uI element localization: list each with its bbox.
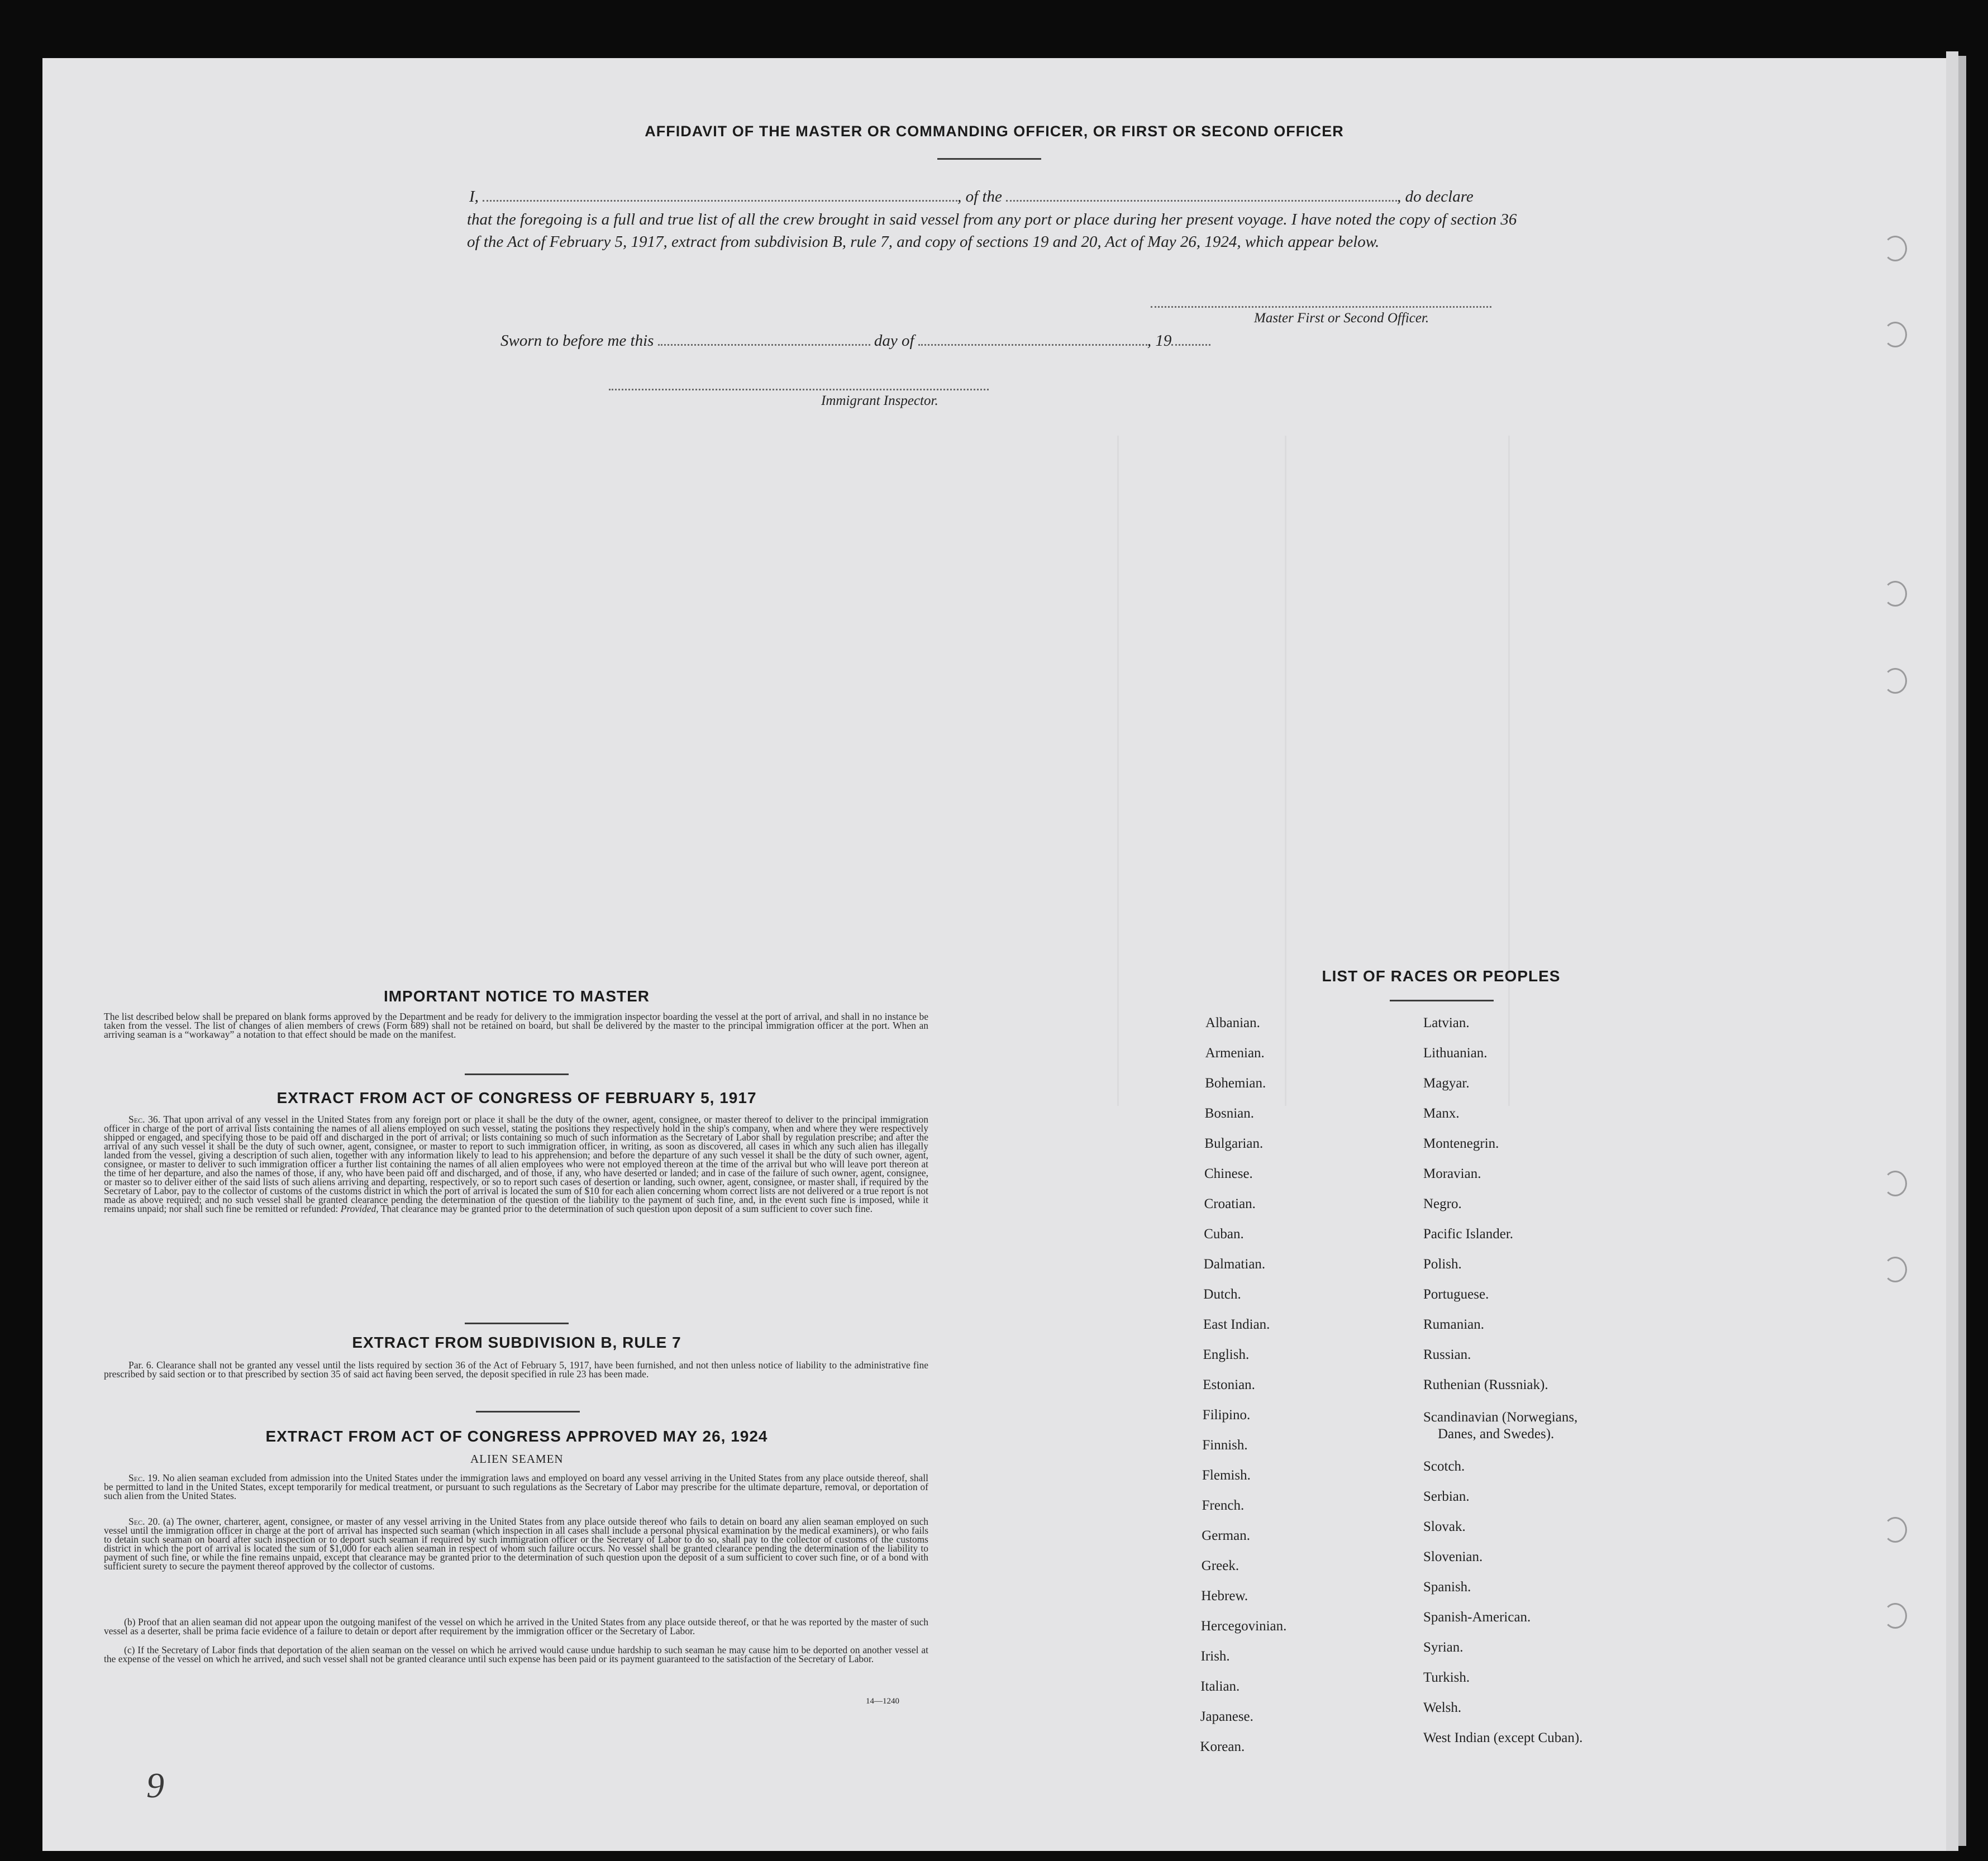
binder-hole-3 bbox=[1884, 581, 1907, 607]
sworn-year-blank[interactable] bbox=[1171, 344, 1210, 346]
sworn-label: Sworn to before me this bbox=[500, 332, 654, 350]
sec20-body: (a) The owner, charterer, agent, consignee, or master of any vessel arriving in the United States from any place outside thereof who fails to detain on board any alien seaman employed on such vessel until the immigration officer in charge at the port of arrival has inspected such seaman (which inspection in all cases shall include a personal physical examination by the medical examiners), or who fails to detain such seaman on board after such inspection or to deport such seaman if required by such immigration officer or the Secretary of Labor to do so, shall pay to the collector of customs of the customs district in which the port of arrival is located the sum of $1,000 for each alien seaman in respect of whom such failure occurs. No vessel shall be granted clearance pending the determination of the liability to payment of such fine, or while the fine remains unpaid, except that clearance may be granted prior to the determination of such question upon the deposit of a sum sufficient to cover such fine, or of a bond with sufficient surety to secure the payment thereof approved by the collector of customs. bbox=[104, 1516, 928, 1572]
race-item: German. bbox=[1202, 1528, 1250, 1543]
affidavit-declare: , do declare bbox=[1397, 188, 1474, 206]
rule7-rule bbox=[476, 1411, 580, 1413]
race-item: Lithuanian. bbox=[1423, 1046, 1488, 1061]
race-item: Spanish-American. bbox=[1423, 1610, 1531, 1625]
sworn-line bbox=[500, 332, 1338, 350]
bleed-through bbox=[1117, 436, 1843, 1218]
rule7-text: Par. 6. Clearance shall not be granted any vessel until the lists required by section 36 of the Act of February 5, 1917, have been furnished, and not then unless notice of liability to the administrative fine prescribed by said section or to that prescribed by section 35 of said act having been served, the deposit specified in rule 23 has been made. bbox=[104, 1359, 928, 1380]
sec19-label: Sec. 19. bbox=[128, 1472, 160, 1483]
race-item: Korean. bbox=[1200, 1739, 1245, 1754]
binder-hole-1 bbox=[1884, 236, 1907, 261]
race-item: West Indian (except Cuban). bbox=[1423, 1730, 1583, 1745]
race-item: Flemish. bbox=[1202, 1468, 1251, 1483]
affidavit-i: I, bbox=[469, 188, 479, 206]
day-of-label: day of bbox=[874, 332, 914, 350]
sec19-body: No alien seaman excluded from admission into the United States under the immigration laws and employed on board any vessel arriving in the United States from any place outside thereof, shall be permitted to land in the United States, except temporarily for medical treatment, or pursuant to such regulations as the Secretary of Labor may prescribe for the ultimate departure, removal, or deportation of such alien from the United States. bbox=[104, 1472, 929, 1501]
notice-rule bbox=[465, 1073, 569, 1075]
sworn-month-blank[interactable] bbox=[918, 344, 1147, 346]
race-item: French. bbox=[1202, 1498, 1245, 1513]
race-item: Latvian. bbox=[1423, 1015, 1470, 1030]
race-item: Pacific Islander. bbox=[1423, 1227, 1514, 1242]
affidavit-of-the: , of the bbox=[957, 188, 1002, 206]
race-item: Filipino. bbox=[1202, 1407, 1251, 1423]
handwritten-number: 9 bbox=[146, 1765, 164, 1805]
race-item: Manx. bbox=[1423, 1106, 1460, 1121]
race-item: Portuguese. bbox=[1423, 1287, 1489, 1302]
extract-1917-rule bbox=[465, 1323, 569, 1324]
affidavit-line1 bbox=[469, 188, 1519, 206]
race-item: Greek. bbox=[1201, 1558, 1239, 1573]
provided-word: Provided, bbox=[340, 1203, 379, 1214]
race-item: Hercegovinian. bbox=[1201, 1619, 1287, 1634]
alien-seamen-subtitle: ALIEN SEAMEN bbox=[470, 1452, 564, 1466]
race-item: Danes, and Swedes). bbox=[1438, 1426, 1555, 1442]
affidavit-body: that the foregoing is a full and true list of all the crew brought in said vessel from any port or place during her present voyage. I have noted the copy of section 36 of the Act of February 5, 1917, extract from subdivision B, rule 7, and copy of sections 19 and 20, Act of May 26, 1924, which appear below. bbox=[467, 211, 1517, 251]
race-item: Irish. bbox=[1200, 1649, 1230, 1664]
race-item: Hebrew. bbox=[1201, 1588, 1248, 1604]
race-item: Chinese. bbox=[1204, 1166, 1253, 1181]
race-item: Estonian. bbox=[1203, 1377, 1255, 1392]
race-item: Syrian. bbox=[1423, 1640, 1463, 1655]
race-item: Montenegrin. bbox=[1423, 1136, 1499, 1151]
race-item: Serbian. bbox=[1423, 1489, 1470, 1504]
year-prefix: , 19 bbox=[1147, 332, 1172, 350]
race-item: Russian. bbox=[1423, 1347, 1471, 1362]
race-item: Ruthenian (Russniak). bbox=[1423, 1377, 1548, 1392]
binder-hole-8 bbox=[1884, 1603, 1907, 1629]
binder-hole-5 bbox=[1884, 1171, 1907, 1196]
races-rule bbox=[1390, 1000, 1494, 1001]
name-blank[interactable] bbox=[483, 200, 957, 202]
race-item: Scandinavian (Norwegians, bbox=[1423, 1410, 1578, 1425]
extract-1917-text bbox=[104, 1115, 928, 1213]
sec20c-text: (c) If the Secretary of Labor finds that deportation of the alien seaman on the vessel on which he arrived would cause undue hardship to such seaman he may cause him to be deported on another vessel at the expense of the vessel on which he arrived, and such vessel shall not be granted clearance until such expense has been paid or its payment guaranteed to the satisfaction of the Secretary of Labor. bbox=[104, 1644, 928, 1664]
race-item: Cuban. bbox=[1204, 1227, 1244, 1242]
master-signature-line[interactable] bbox=[1151, 306, 1491, 308]
sec20-text bbox=[104, 1517, 928, 1571]
race-item: Moravian. bbox=[1423, 1166, 1481, 1181]
vessel-blank[interactable] bbox=[1006, 200, 1397, 202]
race-item: Polish. bbox=[1423, 1257, 1462, 1272]
sworn-day-blank[interactable] bbox=[658, 344, 870, 346]
extract-1917-title: EXTRACT FROM ACT OF CONGRESS OF FEBRUARY 5, 1917 bbox=[276, 1089, 757, 1106]
race-item: Rumanian. bbox=[1423, 1317, 1485, 1332]
race-item: English. bbox=[1203, 1347, 1250, 1362]
race-item: Slovenian. bbox=[1423, 1549, 1483, 1564]
race-item: Scotch. bbox=[1423, 1459, 1465, 1474]
inspector-signature-line[interactable] bbox=[609, 389, 989, 390]
race-item: Albanian. bbox=[1205, 1015, 1260, 1030]
race-item: Armenian. bbox=[1205, 1046, 1265, 1061]
race-item: Italian. bbox=[1200, 1679, 1240, 1694]
sec36-label: Sec. 36. bbox=[128, 1114, 160, 1125]
race-item: Turkish. bbox=[1423, 1670, 1470, 1685]
paper-edge bbox=[1946, 51, 1958, 1851]
sec36-text: That upon arrival of any vessel in the United States from any foreign port or place it shall be the duty of the owner, agent, consignee, or master thereof to deliver to the principal immigration officer in charge of the port of arrival lists containing the names of all aliens employed on such vessel, stating the positions they respectively hold in the ship's company, when and where they were respectively shipped or engaged, and specifying those to be paid off and discharged in the port of arrival; or lists containing so much of such information as the Secretary of Labor shall by regulation prescribe; and after the arrival of any such vessel it shall be the duty of such owner, agent, consignee, or master to report to such immigration officer, in writing, as soon as discovered, all cases in which any such alien has illegally landed from the vessel, giving a description of such alien, together with any information likely to lead to his apprehension; and before the departure of any such vessel it shall be the duty of such owner, agent, consignee, or master to deliver to such immigration officer a further list containing the names of all alien employees who were not employed thereon at the time of the arrival but who will leave port thereon at the time of her departure, and also the names of those, if any, who have been paid off and discharged, and of those, if any, who have deserted or landed; and in case of the failure of such owner, agent, consignee, or master so to deliver either of the said lists of such aliens arriving and departing, respectively, or so to report such cases of desertion or landing, such owner, agent, consignee, or master shall, if required by the Secretary of Labor, pay to the collector of customs of the customs district in which the port of arrival is located the sum of $10 for each alien concerning whom correct lists are not delivered or a true report is not made as above required; and no such vessel shall be granted clearance pending the determination of the question of the liability to the payment of such fine, and, in the event such fine is imposed, while it remains unpaid; nor shall such fine be remitted or refunded: bbox=[104, 1114, 928, 1214]
sec36-text-end: That clearance may be granted prior to the determination of such question upon deposit of a sum sufficient to cover such fine. bbox=[380, 1203, 873, 1214]
form-number: 14—1240 bbox=[866, 1697, 899, 1706]
race-item: Dutch. bbox=[1203, 1287, 1241, 1302]
race-item: Slovak. bbox=[1423, 1519, 1466, 1534]
inspector-label: Immigrant Inspector. bbox=[821, 393, 938, 408]
binder-hole-6 bbox=[1884, 1257, 1907, 1282]
rule7-title: EXTRACT FROM SUBDIVISION B, RULE 7 bbox=[352, 1334, 681, 1351]
sec20-label: Sec. 20. bbox=[128, 1516, 160, 1527]
races-title: LIST OF RACES OR PEOPLES bbox=[1322, 967, 1561, 985]
race-item: East Indian. bbox=[1203, 1317, 1270, 1332]
race-item: Croatian. bbox=[1204, 1196, 1256, 1211]
extract-1924-title: EXTRACT FROM ACT OF CONGRESS APPROVED MAY 26, 1924 bbox=[265, 1428, 768, 1445]
race-item: Finnish. bbox=[1202, 1438, 1248, 1453]
race-item: Magyar. bbox=[1423, 1076, 1470, 1091]
sec20b-text: (b) Proof that an alien seaman did not appear upon the outgoing manifest of the vessel on which he arrived in the United States from any place outside thereof, or that he was reported by the master of such vessel as a deserter, shall be prima facie evidence of a failure to detain or deport after requirement by the immigration officer or the Secretary of Labor. bbox=[104, 1616, 928, 1636]
binder-hole-4 bbox=[1884, 668, 1907, 694]
race-item: Bulgarian. bbox=[1204, 1136, 1264, 1151]
race-item: Bosnian. bbox=[1204, 1106, 1254, 1121]
race-item: Bohemian. bbox=[1205, 1076, 1266, 1091]
race-item: Dalmatian. bbox=[1203, 1257, 1266, 1272]
sec19-text bbox=[104, 1473, 928, 1500]
affidavit-title: AFFIDAVIT OF THE MASTER OR COMMANDING OFFICER, OR FIRST OR SECOND OFFICER bbox=[645, 123, 1344, 140]
notice-text: The list described below shall be prepared on blank forms approved by the Department and be ready for delivery to the immigration inspector boarding the vessel at the port of arrival, and shall in no instance be taken from the vessel. The list of changes of alien members of crews (Form 689) shall not be retained on board, but shall be delivered by the master to the principal immigration officer at the port. When an arriving seaman is a “workaway” a notation to that effect should be made on the manifest. bbox=[104, 1011, 928, 1040]
race-item: Negro. bbox=[1423, 1196, 1462, 1211]
race-item: Welsh. bbox=[1423, 1700, 1462, 1715]
race-item: Japanese. bbox=[1200, 1709, 1253, 1724]
binder-hole-7 bbox=[1884, 1517, 1907, 1543]
binder-hole-2 bbox=[1884, 322, 1907, 347]
paper-edge-shadow bbox=[1958, 56, 1966, 1846]
master-signature-label: Master First or Second Officer. bbox=[1254, 311, 1429, 326]
race-item: Spanish. bbox=[1423, 1580, 1471, 1595]
affidavit-title-rule bbox=[937, 158, 1041, 160]
notice-title: IMPORTANT NOTICE TO MASTER bbox=[383, 987, 650, 1005]
